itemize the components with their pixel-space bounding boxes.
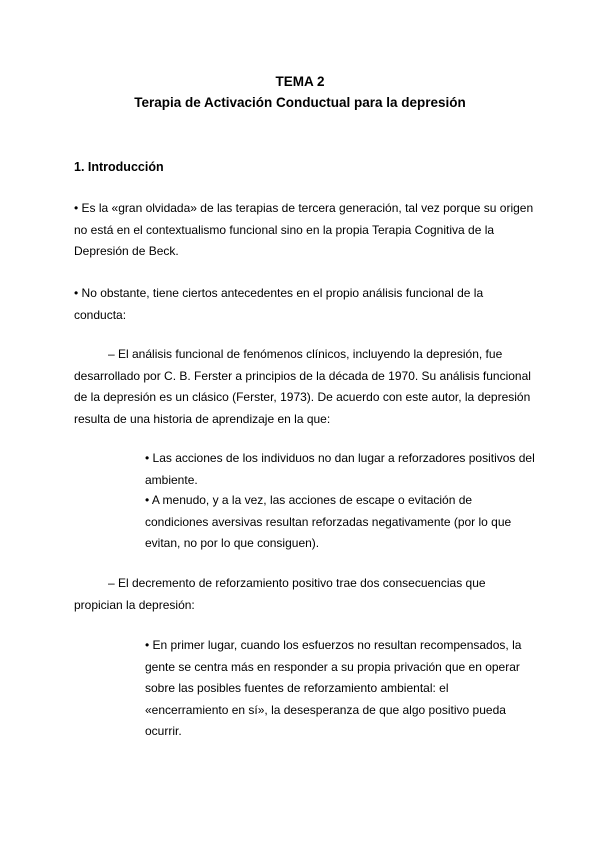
- document-tema: TEMA 2: [275, 74, 325, 89]
- section-heading: 1. Introducción: [74, 160, 164, 174]
- paragraph-subbullet-2: • A menudo, y a la vez, las acciones de escape o evitación de condiciones aversivas resultan reforzadas negativamente (por lo que evitan, no por lo que consiguen).: [145, 493, 512, 550]
- paragraph-ferster: – El análisis funcional de fenómenos clínicos, incluyendo la depresión, fue desarrollado por C. B. Ferster a principios de la década de 1970. Su análisis funcional de la depresión es un clásico (Ferster, 1973). De acuerdo con este autor, la depresión resulta de una historia de aprendizaje en la que:: [74, 347, 531, 426]
- paragraph-bullet-2: • No obstante, tiene ciertos antecedentes en el propio análisis funcional de la conducta:: [74, 286, 484, 322]
- paragraph-bullet-1: • Es la «gran olvidada» de las terapias de tercera generación, tal vez porque su origen no está en el contextualismo funcional sino en la propia Terapia Cognitiva de la Depresión de Beck.: [74, 201, 534, 258]
- paragraph-subbullet-1: • Las acciones de los individuos no dan lugar a reforzadores positivos del ambiente.: [145, 451, 535, 487]
- document-title: Terapia de Activación Conductual para la depresión: [134, 95, 466, 110]
- paragraph-decremento: – El decremento de reforzamiento positivo trae dos consecuencias que propician la depresión:: [74, 576, 486, 612]
- paragraph-subbullet-3: • En primer lugar, cuando los esfuerzos no resultan recompensados, la gente se centra más en responder a su propia privación que en operar sobre las posibles fuentes de reforzamiento ambiental: el «encerramiento en sí», la desesperanza de que algo positivo pueda ocurrir.: [145, 638, 522, 738]
